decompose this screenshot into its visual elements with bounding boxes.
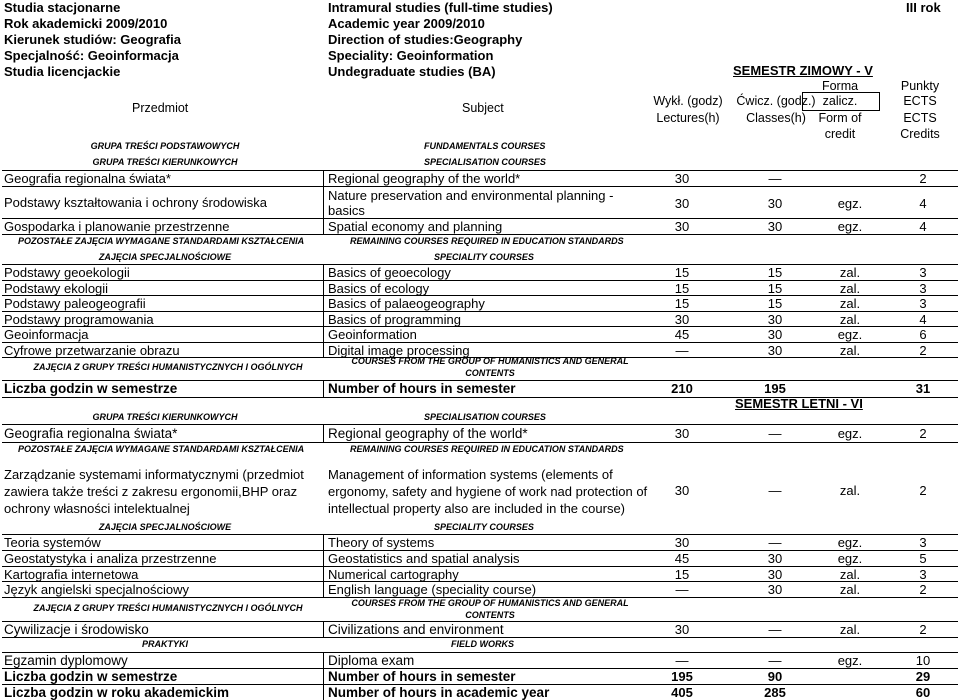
class-hours: 30 [767, 196, 783, 211]
column-divider [323, 380, 324, 397]
course-pl-cont: zawiera także treści z zakresu ergonomii,BHP oraz [4, 484, 298, 499]
course-en-cont: intellectual property also are included in the course) [328, 501, 626, 516]
degree-en: Undegraduate studies (BA) [328, 64, 496, 79]
col-credits: Credits [900, 127, 940, 141]
class-hours: 30 [767, 219, 783, 234]
credit-form: zal. [839, 582, 861, 598]
col-subject: Subject [462, 101, 504, 115]
credit-form: zal. [839, 296, 861, 311]
sum-class-hours: 195 [764, 381, 786, 396]
class-hours: — [768, 171, 782, 186]
ects-points: 5 [919, 550, 927, 566]
course-pl: Cyfrowe przetwarzanie obrazu [4, 342, 180, 358]
ects-points: 6 [919, 327, 927, 342]
col-credit: credit [824, 127, 856, 141]
course-pl: Zarządzanie systemami informatycznymi (przedmiot [4, 467, 304, 482]
column-divider [323, 170, 324, 186]
col-forma: Forma [821, 79, 859, 93]
ects-points: 2 [919, 582, 927, 598]
group-humanistic-en-cont: CONTENTS [465, 610, 515, 620]
lecture-hours: — [675, 582, 689, 598]
column-divider [323, 534, 324, 598]
class-hours: 15 [767, 265, 783, 280]
group-speciality-en: SPECIALITY COURSES [434, 252, 534, 262]
course-en: Diploma exam [328, 653, 415, 668]
credit-form: zal. [839, 622, 861, 637]
group-specialisation-pl: GRUPA TREŚCI KIERUNKOWYCH [92, 412, 238, 422]
course-pl: Podstawy kształtowania i ochrony środowiska [4, 195, 268, 210]
divider [2, 637, 958, 638]
credit-form: egz. [837, 219, 863, 234]
group-remaining-en: REMAINING COURSES REQUIRED IN EDUCATION STANDARDS [350, 236, 624, 246]
speciality-en: Speciality: Geoinformation [328, 48, 494, 63]
course-en: Regional geography of the world* [328, 171, 521, 186]
course-en: Basics of palaeogeography [328, 296, 485, 311]
credit-form: zal. [839, 483, 861, 498]
course-pl: Geoinformacja [4, 327, 89, 342]
course-pl: Cywilizacje i środowisko [4, 622, 149, 637]
lecture-hours: 30 [674, 535, 690, 550]
lecture-hours: 30 [674, 171, 690, 186]
lecture-hours: 30 [674, 622, 690, 637]
year-sum-label-en: Number of hours in academic year [328, 685, 550, 700]
group-specialisation-en: SPECIALISATION COURSES [424, 412, 546, 422]
course-pl: Podstawy paleogeografii [4, 296, 146, 311]
group-fundamentals-pl: GRUPA TREŚCI PODSTAWOWYCH [90, 141, 240, 151]
group-remaining-pl: POZOSTAŁE ZAJĘCIA WYMAGANE STANDARDAMI KSZTAŁCENIA [18, 236, 305, 246]
course-pl: Kartografia internetowa [4, 566, 139, 582]
class-hours: 30 [767, 342, 783, 358]
course-en: Geostatistics and spatial analysis [328, 550, 520, 566]
class-hours: — [768, 483, 782, 498]
col-classes: Classes(h) [746, 111, 806, 125]
semester2-title: SEMESTR LETNI - VI [735, 396, 863, 411]
ects-points: 3 [919, 535, 927, 550]
sum-label-en: Number of hours in semester [328, 381, 516, 396]
divider [2, 442, 958, 443]
direction-pl: Kierunek studiów: Geografia [4, 32, 181, 47]
group-humanistic-pl: ZAJĘCIA Z GRUPY TREŚCI HUMANISTYCZNYCH I OGÓLNYCH [33, 603, 303, 613]
ects-points: 3 [919, 265, 927, 280]
lecture-hours: 30 [674, 219, 690, 234]
sum-label-pl: Liczba godzin w semestrze [4, 381, 178, 396]
group-practice-pl: PRAKTYKI [141, 639, 188, 649]
divider [2, 652, 958, 653]
credit-form: zal. [839, 265, 861, 280]
lecture-hours: 15 [674, 296, 690, 311]
class-hours: 30 [767, 311, 783, 327]
course-en: English language (speciality course) [328, 582, 537, 598]
year-sum-lecture-hours: 405 [671, 685, 693, 700]
study-mode-en: Intramural studies (full-time studies) [328, 0, 553, 15]
ects-points: 4 [919, 196, 927, 211]
year-sum-class-hours: 285 [764, 685, 786, 700]
group-speciality-en: SPECIALITY COURSES [434, 522, 534, 532]
lecture-hours: — [675, 653, 689, 668]
year-label: III rok [906, 0, 941, 15]
credit-form: zal. [839, 311, 861, 327]
class-hours: — [768, 426, 782, 441]
course-en: Basics of geoecology [328, 265, 451, 280]
lecture-hours: 30 [674, 483, 690, 498]
ects-points: 2 [919, 171, 927, 186]
lecture-hours: 15 [674, 566, 690, 582]
speciality-pl: Specjalność: Geoinformacja [4, 48, 179, 63]
course-en: Regional geography of the world* [328, 426, 528, 441]
col-punkty: Punkty [900, 79, 940, 93]
divider [2, 534, 958, 535]
column-divider [323, 621, 324, 637]
course-en: Civilizations and environment [328, 622, 504, 637]
ects-points: 2 [919, 426, 927, 441]
lecture-hours: 45 [674, 550, 690, 566]
divider [2, 566, 958, 567]
class-hours: 15 [767, 296, 783, 311]
lecture-hours: 15 [674, 265, 690, 280]
academic-year-pl: Rok akademicki 2009/2010 [4, 16, 168, 31]
class-hours: 15 [767, 280, 783, 296]
class-hours: 30 [767, 550, 783, 566]
course-en: Management of information systems (elements of [328, 467, 613, 482]
course-pl: Geostatystyka i analiza przestrzenne [4, 550, 217, 566]
forma-box [802, 92, 880, 111]
course-en: Basics of programming [328, 311, 461, 327]
course-pl: Egzamin dyplomowy [4, 653, 128, 668]
lecture-hours: 30 [674, 311, 690, 327]
credit-form: egz. [837, 327, 863, 342]
course-en: Numerical cartography [328, 566, 459, 582]
course-en: Basics of ecology [328, 280, 430, 296]
group-remaining-pl: POZOSTAŁE ZAJĘCIA WYMAGANE STANDARDAMI KSZTAŁCENIA [18, 444, 305, 454]
degree-pl: Studia licencjackie [4, 64, 121, 79]
course-en: Spatial economy and planning [328, 219, 503, 234]
ects-points: 10 [915, 653, 931, 668]
credit-form: egz. [837, 550, 863, 566]
ects-points: 2 [919, 483, 927, 498]
semester1-title: SEMESTR ZIMOWY - V [733, 63, 873, 78]
credit-form: zal. [839, 342, 861, 358]
divider [2, 264, 958, 265]
lecture-hours: 30 [674, 426, 690, 441]
academic-year-en: Academic year 2009/2010 [328, 16, 485, 31]
column-divider [323, 652, 324, 700]
sum-lecture-hours: 210 [671, 381, 693, 396]
sum-label-pl: Liczba godzin w semestrze [4, 669, 178, 684]
course-pl: Podstawy ekologii [4, 280, 109, 296]
study-mode-pl: Studia stacjonarne [4, 0, 121, 15]
course-pl-cont: ochrony własności intelektualnej [4, 501, 190, 516]
lecture-hours: — [675, 342, 689, 358]
col-ects1: ECTS [903, 94, 937, 108]
lecture-hours: 30 [674, 196, 690, 211]
col-lectures: Lectures(h) [656, 111, 720, 125]
sum-ects: 31 [915, 381, 931, 396]
sum-class-hours: 90 [767, 669, 783, 684]
credit-form: egz. [837, 535, 863, 550]
divider [2, 326, 958, 327]
sum-label-en: Number of hours in semester [328, 669, 516, 684]
class-hours: 30 [767, 582, 783, 598]
year-sum-ects: 60 [915, 685, 931, 700]
col-wykl: Wykł. (godz) [653, 94, 723, 108]
course-en: Geoinformation [328, 327, 417, 342]
group-specialisation-en: SPECIALISATION COURSES [424, 157, 546, 167]
group-fundamentals-en: FUNDAMENTALS COURSES [424, 141, 546, 151]
course-pl: Teoria systemów [4, 535, 101, 550]
lecture-hours: 45 [674, 327, 690, 342]
group-remaining-en: REMAINING COURSES REQUIRED IN EDUCATION STANDARDS [350, 444, 624, 454]
class-hours: 30 [767, 327, 783, 342]
course-pl: Gospodarka i planowanie przestrzenne [4, 219, 230, 234]
ects-points: 2 [919, 342, 927, 358]
column-divider [323, 264, 324, 358]
col-cwicz: Ćwicz. (godz.) [736, 94, 816, 108]
class-hours: — [768, 535, 782, 550]
credit-form: egz. [837, 426, 863, 441]
course-pl: Podstawy geoekologii [4, 265, 130, 280]
class-hours: — [768, 653, 782, 668]
ects-points: 3 [919, 566, 927, 582]
lecture-hours: 15 [674, 280, 690, 296]
course-en: Theory of systems [328, 535, 435, 550]
ects-points: 4 [919, 311, 927, 327]
ects-points: 3 [919, 296, 927, 311]
column-divider [323, 186, 324, 234]
col-zalicz: zalicz. [822, 94, 858, 108]
divider [2, 186, 958, 187]
class-hours: — [768, 622, 782, 637]
ects-points: 2 [919, 622, 927, 637]
ects-points: 3 [919, 280, 927, 296]
divider [2, 234, 958, 235]
course-en-cont: ergonomy, safety and hygiene of work nad protection of [328, 484, 648, 499]
course-pl: Geografia regionalna świata* [4, 171, 171, 186]
course-en: Nature preservation and environmental planning - [328, 188, 614, 203]
group-speciality-pl: ZAJĘCIA SPECJALNOŚCIOWE [98, 522, 232, 532]
class-hours: 30 [767, 566, 783, 582]
sum-ects: 29 [915, 669, 931, 684]
col-ects2: ECTS [903, 111, 937, 125]
col-form-of: Form of [818, 111, 862, 125]
group-practice-en: FIELD WORKS [451, 639, 514, 649]
group-specialisation-pl: GRUPA TREŚCI KIERUNKOWYCH [92, 157, 238, 167]
ects-points: 4 [919, 219, 927, 234]
col-przedmiot: Przedmiot [132, 101, 189, 115]
divider [2, 280, 958, 281]
course-pl: Podstawy programowania [4, 311, 154, 327]
group-humanistic-en: COURSES FROM THE GROUP OF HUMANISTICS AND GENERAL [351, 356, 629, 366]
credit-form: egz. [837, 653, 863, 668]
group-humanistic-en-cont: CONTENTS [465, 368, 515, 378]
course-pl: Geografia regionalna świata* [4, 426, 178, 441]
group-speciality-pl: ZAJĘCIA SPECJALNOŚCIOWE [98, 252, 232, 262]
divider [2, 424, 958, 425]
column-divider [323, 424, 324, 442]
course-en-cont: basics [328, 203, 365, 218]
credit-form: egz. [837, 196, 863, 211]
credit-form: zal. [839, 566, 861, 582]
sum-lecture-hours: 195 [671, 669, 693, 684]
course-en: Digital image processing [328, 342, 470, 358]
credit-form: zal. [839, 280, 861, 296]
group-humanistic-en: COURSES FROM THE GROUP OF HUMANISTICS AND GENERAL [351, 598, 629, 608]
direction-en: Direction of studies:Geography [328, 32, 523, 47]
course-pl: Język angielski specjalnościowy [4, 582, 189, 598]
group-humanistic-pl: ZAJĘCIA Z GRUPY TREŚCI HUMANISTYCZNYCH I OGÓLNYCH [33, 362, 303, 372]
year-sum-label-pl: Liczba godzin w roku akademickim [4, 685, 230, 700]
